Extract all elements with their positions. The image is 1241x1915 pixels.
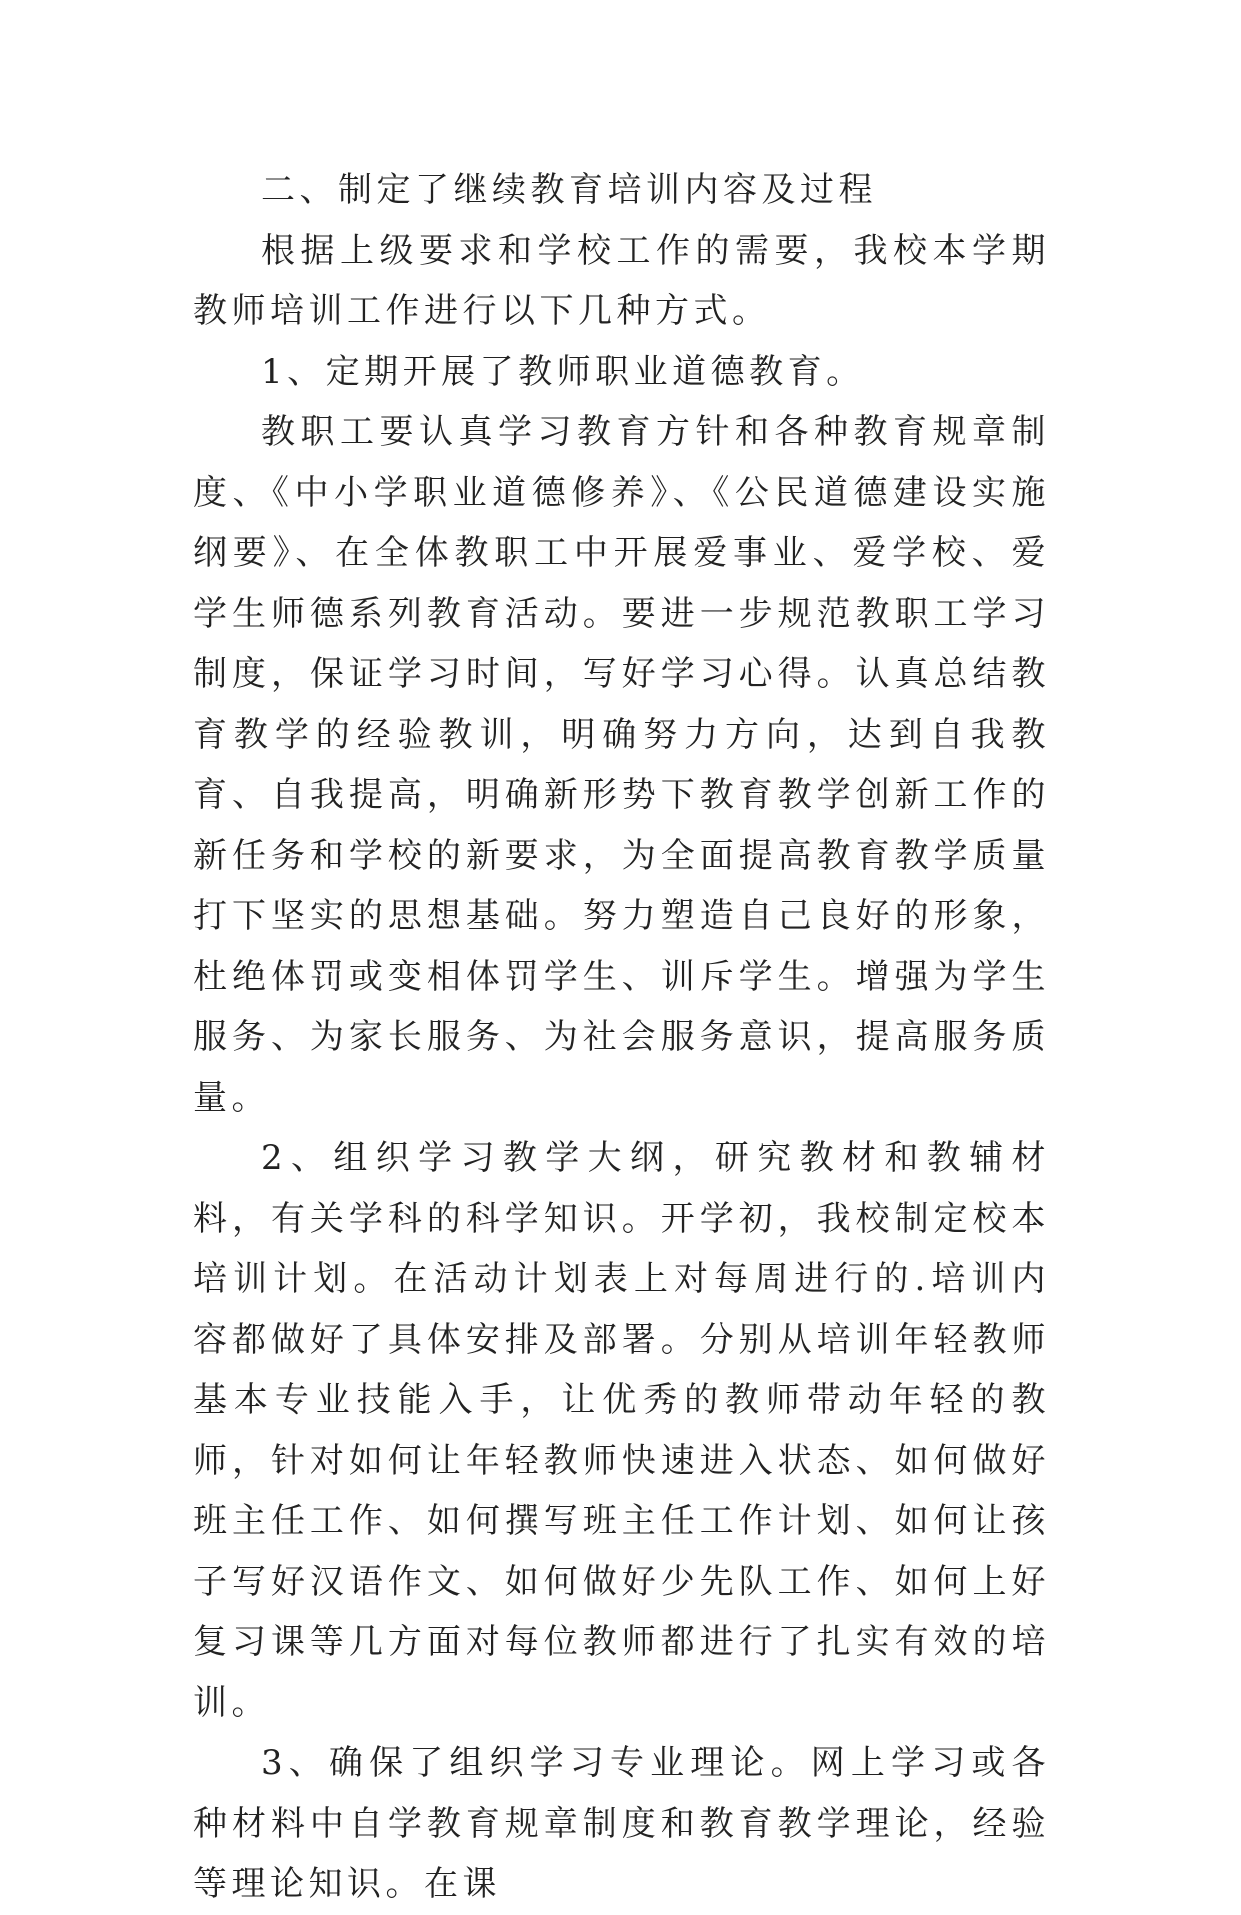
item-1-paragraph: 教职工要认真学习教育方针和各种教育规章制度、《中小学职业道德修养》、《公民道德建设实施纲要》、在全体教职工中开展爱事业、爱学校、爱学生师德系列教育活动。要进一步规范教职工学习制度，保证学习时间，写好学习心得。认真总结教育教学的经验教训，明确努力方向，达到自我教育、自我提高，明确新形势下教育教学创新工作的新任务和学校的新要求，为全面提高教育教学质量打下坚实的思想基础。努力塑造自己良好的形象，杜绝体罚或变相体罚学生、训斥学生。增强为学生服务、为家长服务、为社会服务意识，提高服务质量。	[193, 412, 1050, 1118]
section-heading: 二、制定了继续教育培训内容及过程	[261, 170, 877, 210]
document-body	[193, 160, 1050, 1915]
item-3-paragraph: 3、确保了组织学习专业理论。网上学习或各种材料中自学教育规章制度和教育教学理论，经验等理论知识。在课	[193, 1743, 1050, 1904]
intro-paragraph: 根据上级要求和学校工作的需要，我校本学期教师培训工作进行以下几种方式。	[193, 230, 1050, 331]
item-1-heading: 1、定期开展了教师职业道德教育。	[261, 351, 865, 392]
item-2-paragraph: 2、组织学习教学大纲，研究教材和教辅材料，有关学科的科学知识。开学初，我校制定校本培训计划。在活动计划表上对每周进行的.培训内容都做好了具体安排及部署。分别从培训年轻教师基本专业技能入手，让优秀的教师带动年轻的教师，针对如何让年轻教师快速进入状态、如何做好班主任工作、如何撰写班主任工作计划、如何让孩子写好汉语作文、如何做好少先队工作、如何上好复习课等几方面对每位教师都进行了扎实有效的培训。	[193, 1138, 1050, 1723]
